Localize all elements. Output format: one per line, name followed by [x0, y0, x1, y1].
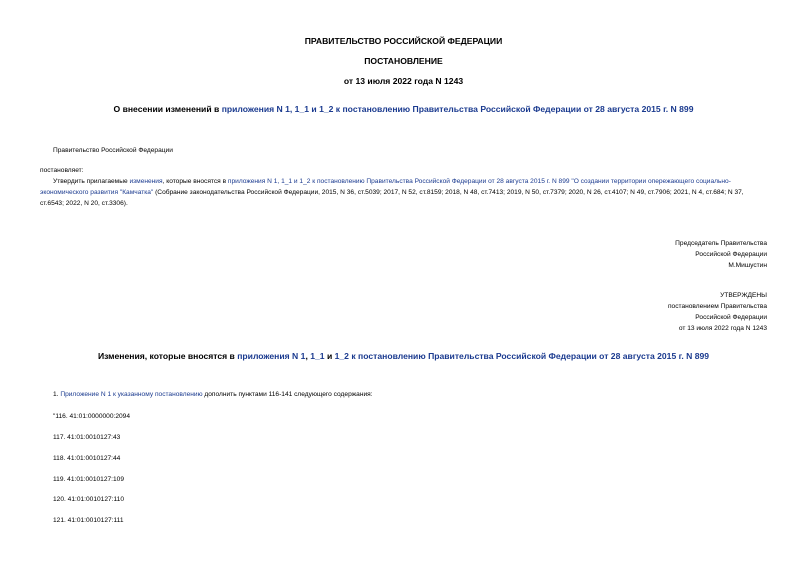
approval-block [668, 290, 767, 334]
paragraph-1-text-a: Утвердить прилагаемые [53, 178, 130, 185]
list-item: 121. 41:01:0010127:111 [53, 517, 124, 524]
changes-link[interactable]: изменения [129, 178, 163, 185]
approved-by: постановлением Правительства [667, 303, 767, 310]
changes-title-sep2: и [324, 351, 335, 361]
approved-heading: УТВЕРЖДЕНЫ [720, 292, 767, 299]
document-title [0, 104, 807, 114]
signature-country: Российской Федерации [695, 251, 767, 258]
list-item: 120. 41:01:0010127:110 [53, 496, 125, 503]
list-item: "116. 41:01:0000000:2094 [53, 413, 131, 420]
changes-title-sep1: , [305, 351, 311, 361]
appendix-1-link[interactable]: приложения N 1 [237, 351, 306, 361]
document-type: ПОСТАНОВЛЕНИЕ [364, 56, 443, 66]
paragraph-1 [40, 176, 768, 209]
signature-position: Председатель Правительства [675, 240, 767, 247]
item-1-text: дополнить пунктами 116-141 следующего содержания: [202, 391, 373, 398]
approved-country: Российской Федерации [695, 314, 767, 321]
paragraph-1-text-b: , которые вносятся в [162, 178, 228, 185]
appendix-1-2-link[interactable]: 1_2 к постановлению Правительства Российской Федерации от 28 августа 2015 г. N 899 [334, 351, 710, 361]
title-prefix: О внесении изменений в [113, 104, 222, 114]
government-label: Правительство Российской Федерации [53, 147, 173, 154]
resolution-899-link[interactable]: приложения N 1, 1_1 и 1_2 к постановлению Правительства Российской Федерации от 28 августа 2015 г. N 899 "О создании территории опережающего социально-экономического развития "Камчатка" [40, 178, 731, 196]
item-1-number: 1. [53, 391, 61, 398]
title-link[interactable]: приложения N 1, 1_1 и 1_2 к постановлению Правительства Российской Федерации от 28 августа 2015 г. N 899 [221, 104, 694, 114]
list-item: 117. 41:01:0010127:43 [53, 434, 121, 441]
paragraph-1-text-c: (Собрание законодательства Российской Федерации, 2015, N 36, ст.5039; 2017, N 52, ст.8159; 2018, N 48, ст.7413; 2019, N 50, ст.7379; 2020, N 26, ст.4107; N 49, ст.7906; 2021, N 4, ст.684; N 37, ст.6543; 2022, N 20, ст.3306). [40, 189, 744, 207]
list-item: 118. 41:01:0010127:44 [53, 455, 121, 462]
signature-name: М.Мишустин [728, 262, 767, 269]
appendix-1-reference-link[interactable]: Приложение N 1 к указанному постановлению [60, 391, 203, 398]
signature-block [675, 238, 767, 271]
approved-date: от 13 июля 2022 года N 1243 [678, 325, 767, 332]
document-authority: ПРАВИТЕЛЬСТВО РОССИЙСКОЙ ФЕДЕРАЦИИ [304, 36, 503, 46]
item-1 [53, 391, 373, 398]
appendix-1-1-link[interactable]: 1_1 [310, 351, 325, 361]
changes-title-prefix: Изменения, которые вносятся в [97, 351, 238, 361]
decides-label: постановляет: [40, 167, 84, 174]
document-date-number: от 13 июля 2022 года N 1243 [343, 76, 464, 86]
list-item: 119. 41:01:0010127:109 [53, 476, 125, 483]
changes-title [0, 351, 807, 361]
